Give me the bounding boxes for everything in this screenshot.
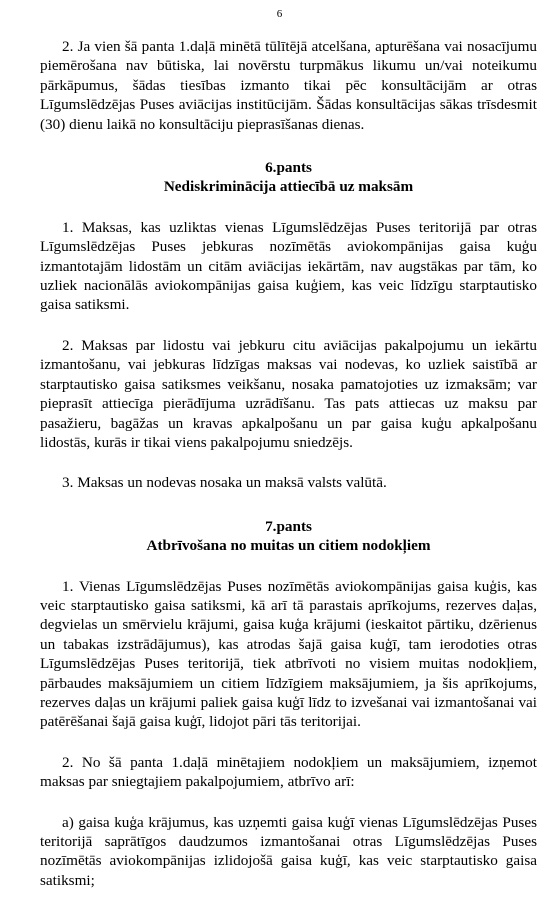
article-6-paragraph-1: 1. Maksas, kas uzliktas vienas Līgumslēdzējas Puses teritorijā par otras Līgumslēdzējas Puses jebkuras nozīmētās aviokompānijas gaisa kuģu izmantotajām lidostām un citām aviācijas iekārtām, nav augstākas par tām, ko uzliek nacionālās aviokompānijas gaisa kuģiem, kas veic līdzīgu starptautisko gaisa satiksmi. bbox=[40, 218, 537, 314]
article-7-paragraph-1: 1. Vienas Līgumslēdzējas Puses nozīmētās aviokompānijas gaisa kuģis, kas veic starptautisko gaisa satiksmi, kā arī tā parastais aprīkojums, rezerves daļas, degvielas un smērvielu krājumi, gaisa kuģa krājumi (ieskaitot pārtiku, dzērienus un tabakas izstrādājumus), kas atrodas šajā gaisa kuģī, tam ierodoties otras Līgumslēdzējas Puses teritorijā, tiek atbrīvoti no visiem muitas nodokļiem, pārbaudes maksājumiem un citiem līdzīgiem maksājumiem, ja šis aprīkojums, rezerves daļas un krājumi paliek gaisa kuģī līdz to izvešanai vai izmantošanai vai patērēšanai šajā gaisa kuģī, lidojot pāri tās teritorijai. bbox=[40, 577, 537, 731]
page-number: 6 bbox=[276, 8, 283, 20]
article-6-heading bbox=[40, 158, 537, 197]
article-7-paragraph-2-item-a: a) gaisa kuģa krājumus, kas uzņemti gaisa kuģī vienas Līgumslēdzējas Puses teritorijā saprātīgos daudzumos izmantošanai otras Līgumslēdzējas Puses nozīmētās aviokompānijas izlidojošā gaisa kuģī, kas veic starptautisko gaisa satiksmi; bbox=[40, 813, 537, 889]
article-7-paragraph-2: 2. No šā panta 1.daļā minētajiem nodokļiem un maksājumiem, izņemot maksas par sniegtajiem pakalpojumiem, atbrīvo arī: bbox=[40, 753, 537, 791]
article-7-heading bbox=[40, 517, 537, 556]
article-6-title: Nediskriminācija attiecībā uz maksām bbox=[163, 178, 414, 196]
article-6-paragraph-2: 2. Maksas par lidostu vai jebkuru citu aviācijas pakalpojumu un iekārtu izmantošanu, vai jebkuras līdzīgas maksas vai nodevas, ko uzliek saistībā ar starptautisko gaisa satiksmes veikšanu, nosaka pamatojoties uz izmaksām; var pieprasīt attiecīga pierādījuma uzrādīšanu. Tas pats attiecas uz maksu par pasažieru, bagāžas un kravas apkalpošanu un par gaisa kuģu apkalpošanu lidostās, kurās ir tikai viens pakalpojumu sniedzējs. bbox=[40, 336, 537, 451]
document-page bbox=[40, 0, 537, 890]
article-6-number: 6.pants bbox=[265, 159, 312, 177]
article-7-title: Atbrīvošana no muitas un citiem nodokļiem bbox=[146, 537, 431, 555]
article-6-paragraph-3: 3. Maksas un nodevas nosaka un maksā valsts valūtā. bbox=[62, 474, 387, 492]
article-5-paragraph-2: 2. Ja vien šā panta 1.daļā minētā tūlītējā atcelšana, apturēšana vai nosacījumu piemērošana nav būtiska, lai novērstu turpmākus likumu un/vai noteikumu pārkāpumus, šādas tiesības izmanto tikai pēc konsultācijām ar otras Līgumslēdzējas Puses aviācijas institūcijām. Šādas konsultācijas sākas trīsdesmit (30) dienu laikā no konsultāciju pieprasīšanas dienas. bbox=[40, 38, 537, 133]
article-7-number: 7.pants bbox=[265, 517, 312, 535]
